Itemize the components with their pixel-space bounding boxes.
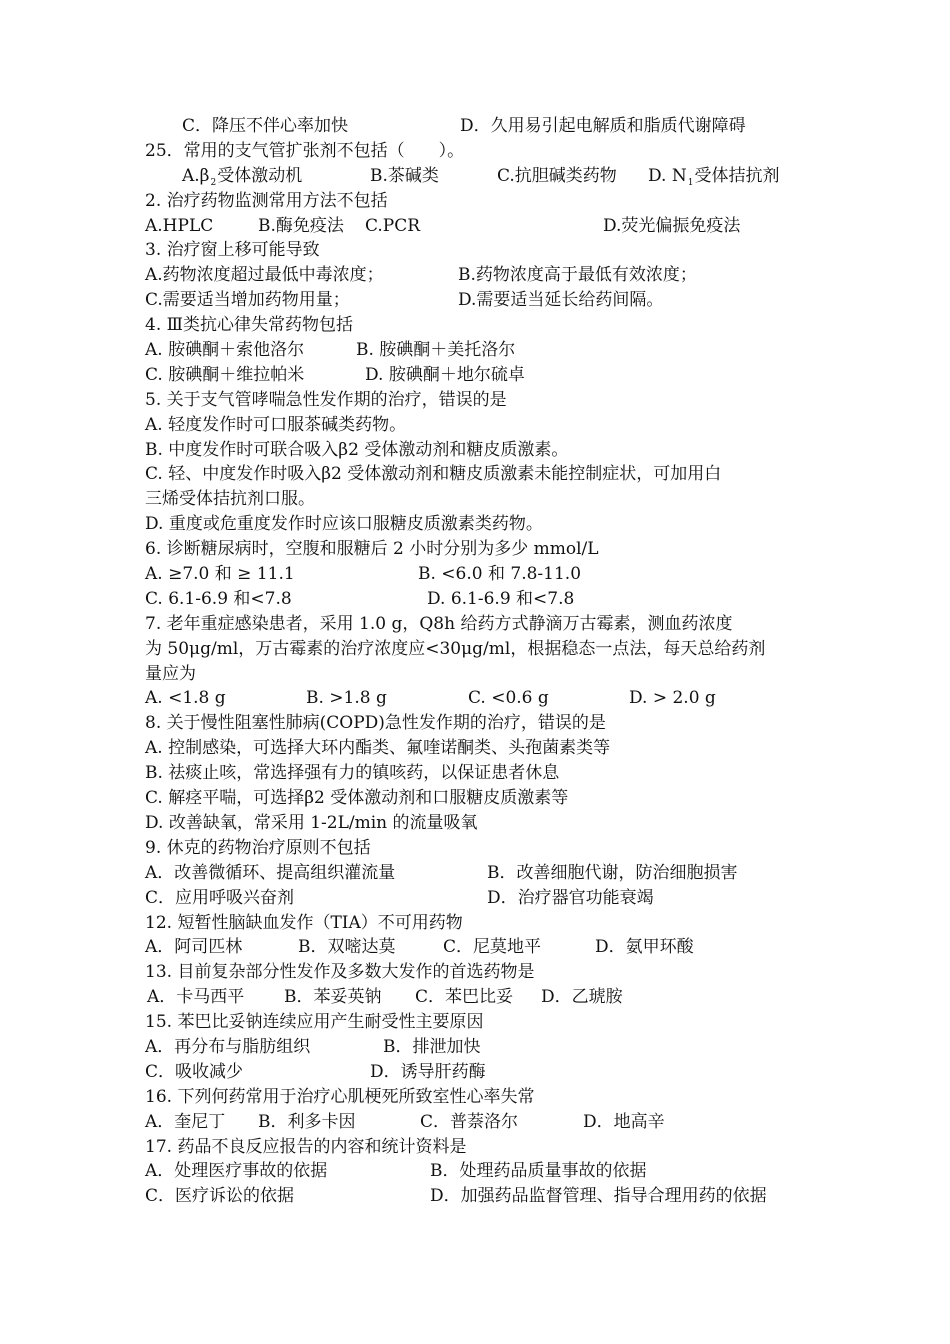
text-line xyxy=(0,686,950,711)
text-line xyxy=(0,711,950,736)
text-segment: D．氨甲环酸 xyxy=(595,937,694,958)
text-line xyxy=(0,288,950,313)
text-segment: B．双嘧达莫 xyxy=(298,937,396,958)
text-line xyxy=(0,637,950,662)
text-line xyxy=(0,935,950,960)
text-line xyxy=(0,786,950,811)
text-segment: 16. 下列何药常用于治疗心肌梗死所致室性心率失常 xyxy=(145,1086,535,1107)
text-segment: C. <0.6 g xyxy=(468,688,549,709)
text-segment: B.酶免疫法 xyxy=(258,215,344,236)
text-segment: C．吸收减少 xyxy=(145,1061,244,1082)
text-segment: B．排泄加快 xyxy=(383,1036,481,1057)
text-segment: B. <6.0 和 7.8-11.0 xyxy=(418,564,582,585)
text-segment: D．治疗器官功能衰竭 xyxy=(487,887,654,908)
text-segment: $A.\beta_2$受体激动机 xyxy=(182,165,303,188)
text-segment: A. <1.8 g xyxy=(145,688,226,709)
text-segment: D. 重度或危重度发作时应该口服糖皮质激素类药物。 xyxy=(145,514,543,535)
text-line xyxy=(0,960,950,985)
text-segment: D. $N_1$受体拮抗剂 xyxy=(648,165,780,188)
text-line xyxy=(0,736,950,761)
text-line xyxy=(0,189,950,214)
text-segment: 25．常用的支气管扩张剂不包括（ ）。 xyxy=(145,140,465,161)
text-line xyxy=(0,438,950,463)
text-segment: A．卡马西平 xyxy=(147,987,245,1008)
text-segment: C．苯巴比妥 xyxy=(415,987,514,1008)
text-line xyxy=(0,811,950,836)
text-segment: A. ≥7.0 和 ≥ 11.1 xyxy=(145,564,295,585)
text-line xyxy=(0,1159,950,1184)
text-segment: A. 胺碘酮＋索他洛尔 xyxy=(145,340,305,361)
text-line xyxy=(0,911,950,936)
text-segment: B．苯妥英钠 xyxy=(284,987,382,1008)
text-segment: D．地高辛 xyxy=(583,1111,665,1132)
text-segment: C. 轻、中度发作时吸入β2 受体激动剂和糖皮质激素未能控制症状，可加用白 xyxy=(145,464,722,485)
text-segment: B. 中度发作时可联合吸入β2 受体激动剂和糖皮质激素。 xyxy=(145,439,569,460)
text-line xyxy=(0,462,950,487)
text-line xyxy=(0,164,950,189)
text-line xyxy=(0,139,950,164)
text-line xyxy=(0,587,950,612)
text-segment: D．乙琥胺 xyxy=(541,987,623,1008)
text-segment: B.茶碱类 xyxy=(370,165,439,186)
text-segment: D.需要适当延长给药间隔。 xyxy=(458,290,664,311)
text-line xyxy=(0,761,950,786)
text-line xyxy=(0,1135,950,1160)
text-segment: 15. 苯巴比妥钠连续应用产生耐受性主要原因 xyxy=(145,1012,484,1033)
text-segment: C．应用呼吸兴奋剂 xyxy=(145,887,295,908)
text-segment: D. 胺碘酮＋地尔硫卓 xyxy=(365,364,525,385)
text-line xyxy=(0,985,950,1010)
text-line xyxy=(0,1035,950,1060)
text-segment: D．诱导肝药酶 xyxy=(370,1061,486,1082)
text-segment: A．处理医疗事故的依据 xyxy=(145,1161,328,1182)
text-segment: 6. 诊断糖尿病时，空腹和服糖后 2 小时分别为多少 mmol/L xyxy=(145,539,599,560)
text-segment: C.PCR xyxy=(365,215,421,236)
text-segment: A．阿司匹林 xyxy=(145,937,243,958)
text-line xyxy=(0,338,950,363)
text-segment: C.需要适当增加药物用量； xyxy=(145,290,350,311)
text-line xyxy=(0,1060,950,1085)
text-line xyxy=(0,662,950,687)
text-line xyxy=(0,886,950,911)
text-segment: A．改善微循环、提高组织灌流量 xyxy=(145,862,396,883)
text-segment: A．再分布与脂肪组织 xyxy=(145,1036,311,1057)
text-segment: C.抗胆碱类药物 xyxy=(497,165,617,186)
subscript: 2 xyxy=(210,177,217,188)
text-segment: D. 6.1-6.9 和<7.8 xyxy=(427,588,575,609)
text-segment: C．普萘洛尔 xyxy=(420,1111,519,1132)
text-segment: B. >1.8 g xyxy=(306,688,387,709)
subscript: 1 xyxy=(687,177,694,188)
text-segment: A.HPLC xyxy=(145,215,214,236)
text-line xyxy=(0,1010,950,1035)
text-segment: B．改善细胞代谢，防治细胞损害 xyxy=(487,862,738,883)
text-line xyxy=(0,114,950,139)
text-line xyxy=(0,861,950,886)
text-segment: D. 改善缺氧，常采用 1-2L/min 的流量吸氧 xyxy=(145,812,478,833)
text-segment: C. 6.1-6.9 和<7.8 xyxy=(145,588,292,609)
text-line xyxy=(0,413,950,438)
text-line xyxy=(0,214,950,239)
text-segment: 5. 关于支气管哮喘急性发作期的治疗，错误的是 xyxy=(145,389,507,410)
text-line xyxy=(0,537,950,562)
text-line xyxy=(0,612,950,637)
text-segment: A.药物浓度超过最低中毒浓度； xyxy=(145,265,384,286)
text-segment: D.荧光偏振免疫法 xyxy=(603,215,741,236)
text-segment: C. 解痉平喘，可选择β2 受体激动剂和口服糖皮质激素等 xyxy=(145,788,569,809)
text-segment: 12. 短暂性脑缺血发作（TIA）不可用药物 xyxy=(145,912,463,933)
text-line xyxy=(0,363,950,388)
text-segment: 量应为 xyxy=(145,663,196,684)
text-segment: C．降压不伴心率加快 xyxy=(182,116,349,136)
text-line xyxy=(0,512,950,537)
text-line xyxy=(0,1110,950,1135)
text-segment: B．利多卡因 xyxy=(258,1111,356,1132)
text-line xyxy=(0,836,950,861)
text-line xyxy=(0,1085,950,1110)
text-segment: 17. 药品不良反应报告的内容和统计资料是 xyxy=(145,1136,467,1157)
text-line xyxy=(0,238,950,263)
text-line xyxy=(0,1184,950,1209)
text-segment: B.药物浓度高于最低有效浓度； xyxy=(458,265,697,286)
text-segment: D．久用易引起电解质和脂质代谢障碍 xyxy=(460,116,746,136)
text-segment: 13. 目前复杂部分性发作及多数大发作的首选药物是 xyxy=(145,962,535,983)
text-segment: 2. 治疗药物监测常用方法不包括 xyxy=(145,190,388,211)
text-line xyxy=(0,562,950,587)
document-page xyxy=(0,114,950,1209)
text-segment: A．奎尼丁 xyxy=(145,1111,226,1132)
text-segment: A. 控制感染，可选择大环内酯类、氟喹诺酮类、头孢菌素类等 xyxy=(145,738,611,759)
text-segment: 4. Ⅲ类抗心律失常药物包括 xyxy=(145,315,354,336)
text-segment: A. 轻度发作时可口服茶碱类药物。 xyxy=(145,414,407,435)
text-segment: 9. 休克的药物治疗原则不包括 xyxy=(145,837,371,858)
text-segment: B. 祛痰止咳，常选择强有力的镇咳药，以保证患者休息 xyxy=(145,763,560,784)
text-segment: 3. 治疗窗上移可能导致 xyxy=(145,240,320,261)
text-segment: D. > 2.0 g xyxy=(629,688,716,709)
text-line xyxy=(0,313,950,338)
text-segment: 为 50μg/ml，万古霉素的治疗浓度应<30μg/ml，根据稳态一点法，每天总给药剂 xyxy=(145,638,766,659)
text-segment: 三烯受体拮抗剂口服。 xyxy=(145,489,315,510)
text-segment: C. 胺碘酮＋维拉帕米 xyxy=(145,364,305,385)
text-line xyxy=(0,388,950,413)
text-segment: D．加强药品监督管理、指导合理用药的依据 xyxy=(430,1186,767,1207)
text-segment: C．尼莫地平 xyxy=(443,937,542,958)
text-line xyxy=(0,487,950,512)
text-segment: B. 胺碘酮＋美托洛尔 xyxy=(356,340,516,361)
text-segment: C．医疗诉讼的依据 xyxy=(145,1186,295,1207)
text-line xyxy=(0,263,950,288)
text-segment: 8. 关于慢性阻塞性肺病(COPD)急性发作期的治疗，错误的是 xyxy=(145,713,606,734)
text-segment: 7. 老年重症感染患者，采用 1.0 g，Q8h 给药方式静滴万古霉素，测血药浓度 xyxy=(145,613,733,634)
text-segment: B．处理药品质量事故的依据 xyxy=(430,1161,647,1182)
